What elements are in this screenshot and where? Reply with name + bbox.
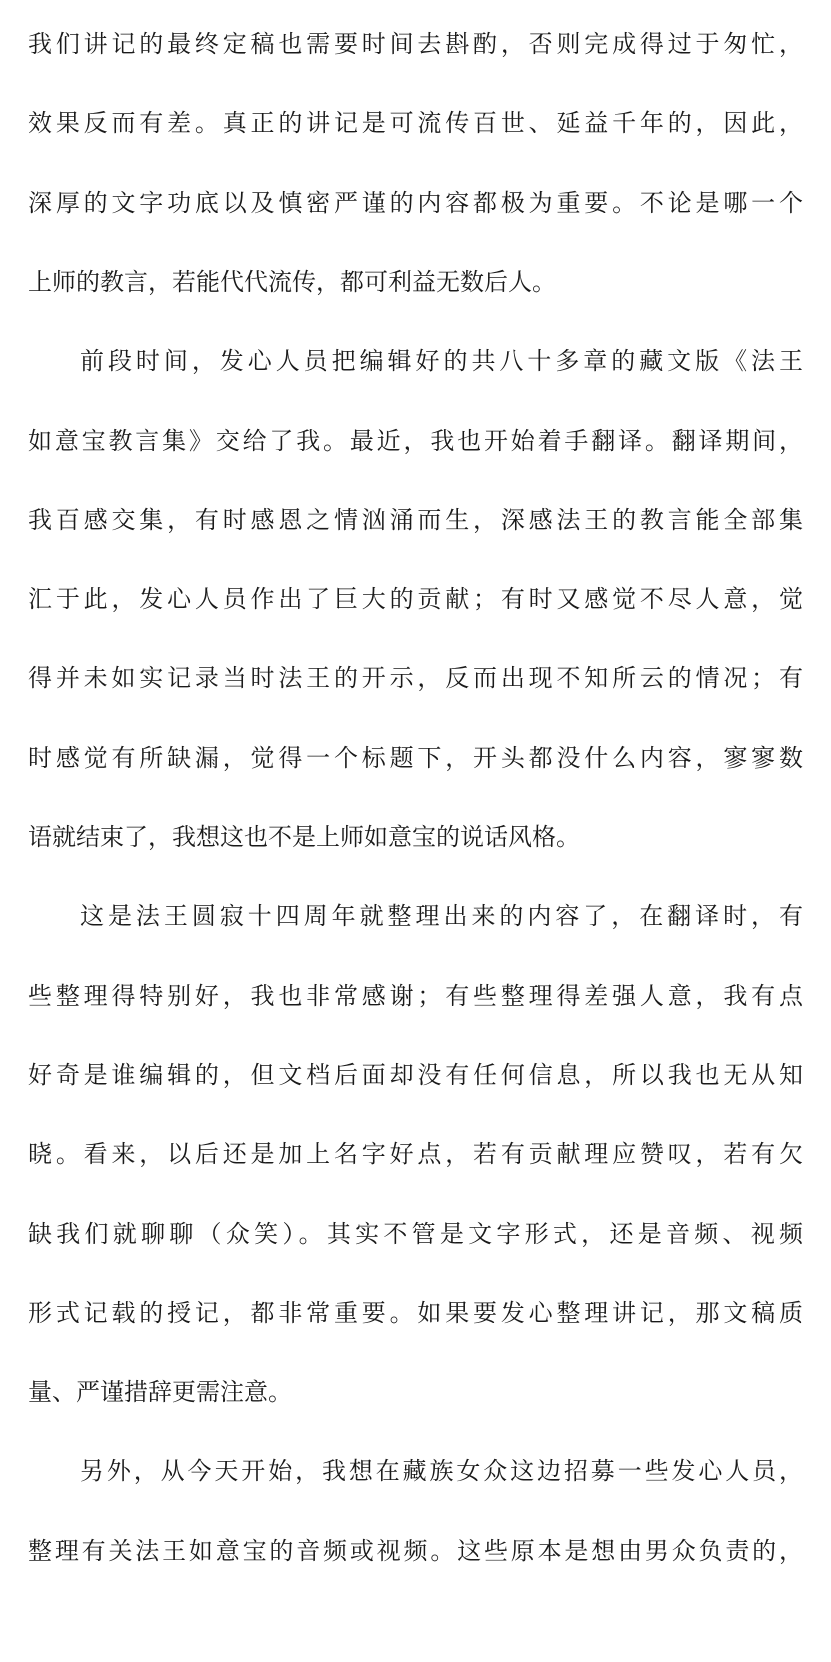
text-line: 形式记载的授记，都非常重要。如果要发心整理讲记，那文稿质 <box>28 1298 803 1327</box>
text-line: 缺我们就聊聊（众笑）。其实不管是文字形式，还是音频、视频 <box>28 1219 803 1248</box>
text-line: 前段时间，发心人员把编辑好的共八十多章的藏文版《法王 <box>80 347 803 376</box>
text-line: 我们讲记的最终定稿也需要时间去斟酌，否则完成得过于匆忙， <box>28 30 803 58</box>
text-line: 我百感交集，有时感恩之情汹涌而生，深感法王的教言能全部集 <box>28 505 803 534</box>
text-line: 语就结束了，我想这也不是上师如意宝的说话风格。 <box>28 823 580 851</box>
text-line: 量、严谨措辞更需注意。 <box>28 1378 292 1407</box>
text-line: 上师的教言，若能代代流传，都可利益无数后人。 <box>28 267 556 296</box>
text-line: 这是法王圆寂十四周年就整理出来的内容了，在翻译时，有 <box>80 902 803 931</box>
text-line: 另外，从今天开始，我想在藏族女众这边招募一些发心人员， <box>80 1457 803 1486</box>
text-line: 晓。看来，以后还是加上名字好点，若有贡献理应赞叹，若有欠 <box>28 1140 803 1169</box>
text-line: 深厚的文字功底以及慎密严谨的内容都极为重要。不论是哪一个 <box>28 188 803 217</box>
text-line: 时感觉有所缺漏，觉得一个标题下，开头都没什么内容，寥寥数 <box>28 743 803 772</box>
text-line: 汇于此，发心人员作出了巨大的贡献；有时又感觉不尽人意，觉 <box>28 585 803 614</box>
text-line: 整理有关法王如意宝的音频或视频。这些原本是想由男众负责的， <box>28 1536 803 1565</box>
text-line: 得并未如实记录当时法王的开示，反而出现不知所云的情况；有 <box>28 664 803 693</box>
text-line: 些整理得特别好，我也非常感谢；有些整理得差强人意，我有点 <box>28 981 803 1010</box>
text-line: 如意宝教言集》交给了我。最近，我也开始着手翻译。翻译期间， <box>28 426 803 455</box>
text-line: 效果反而有差。真正的讲记是可流传百世、延益千年的，因此， <box>28 109 803 138</box>
text-line: 好奇是谁编辑的，但文档后面却没有任何信息，所以我也无从知 <box>28 1060 803 1089</box>
